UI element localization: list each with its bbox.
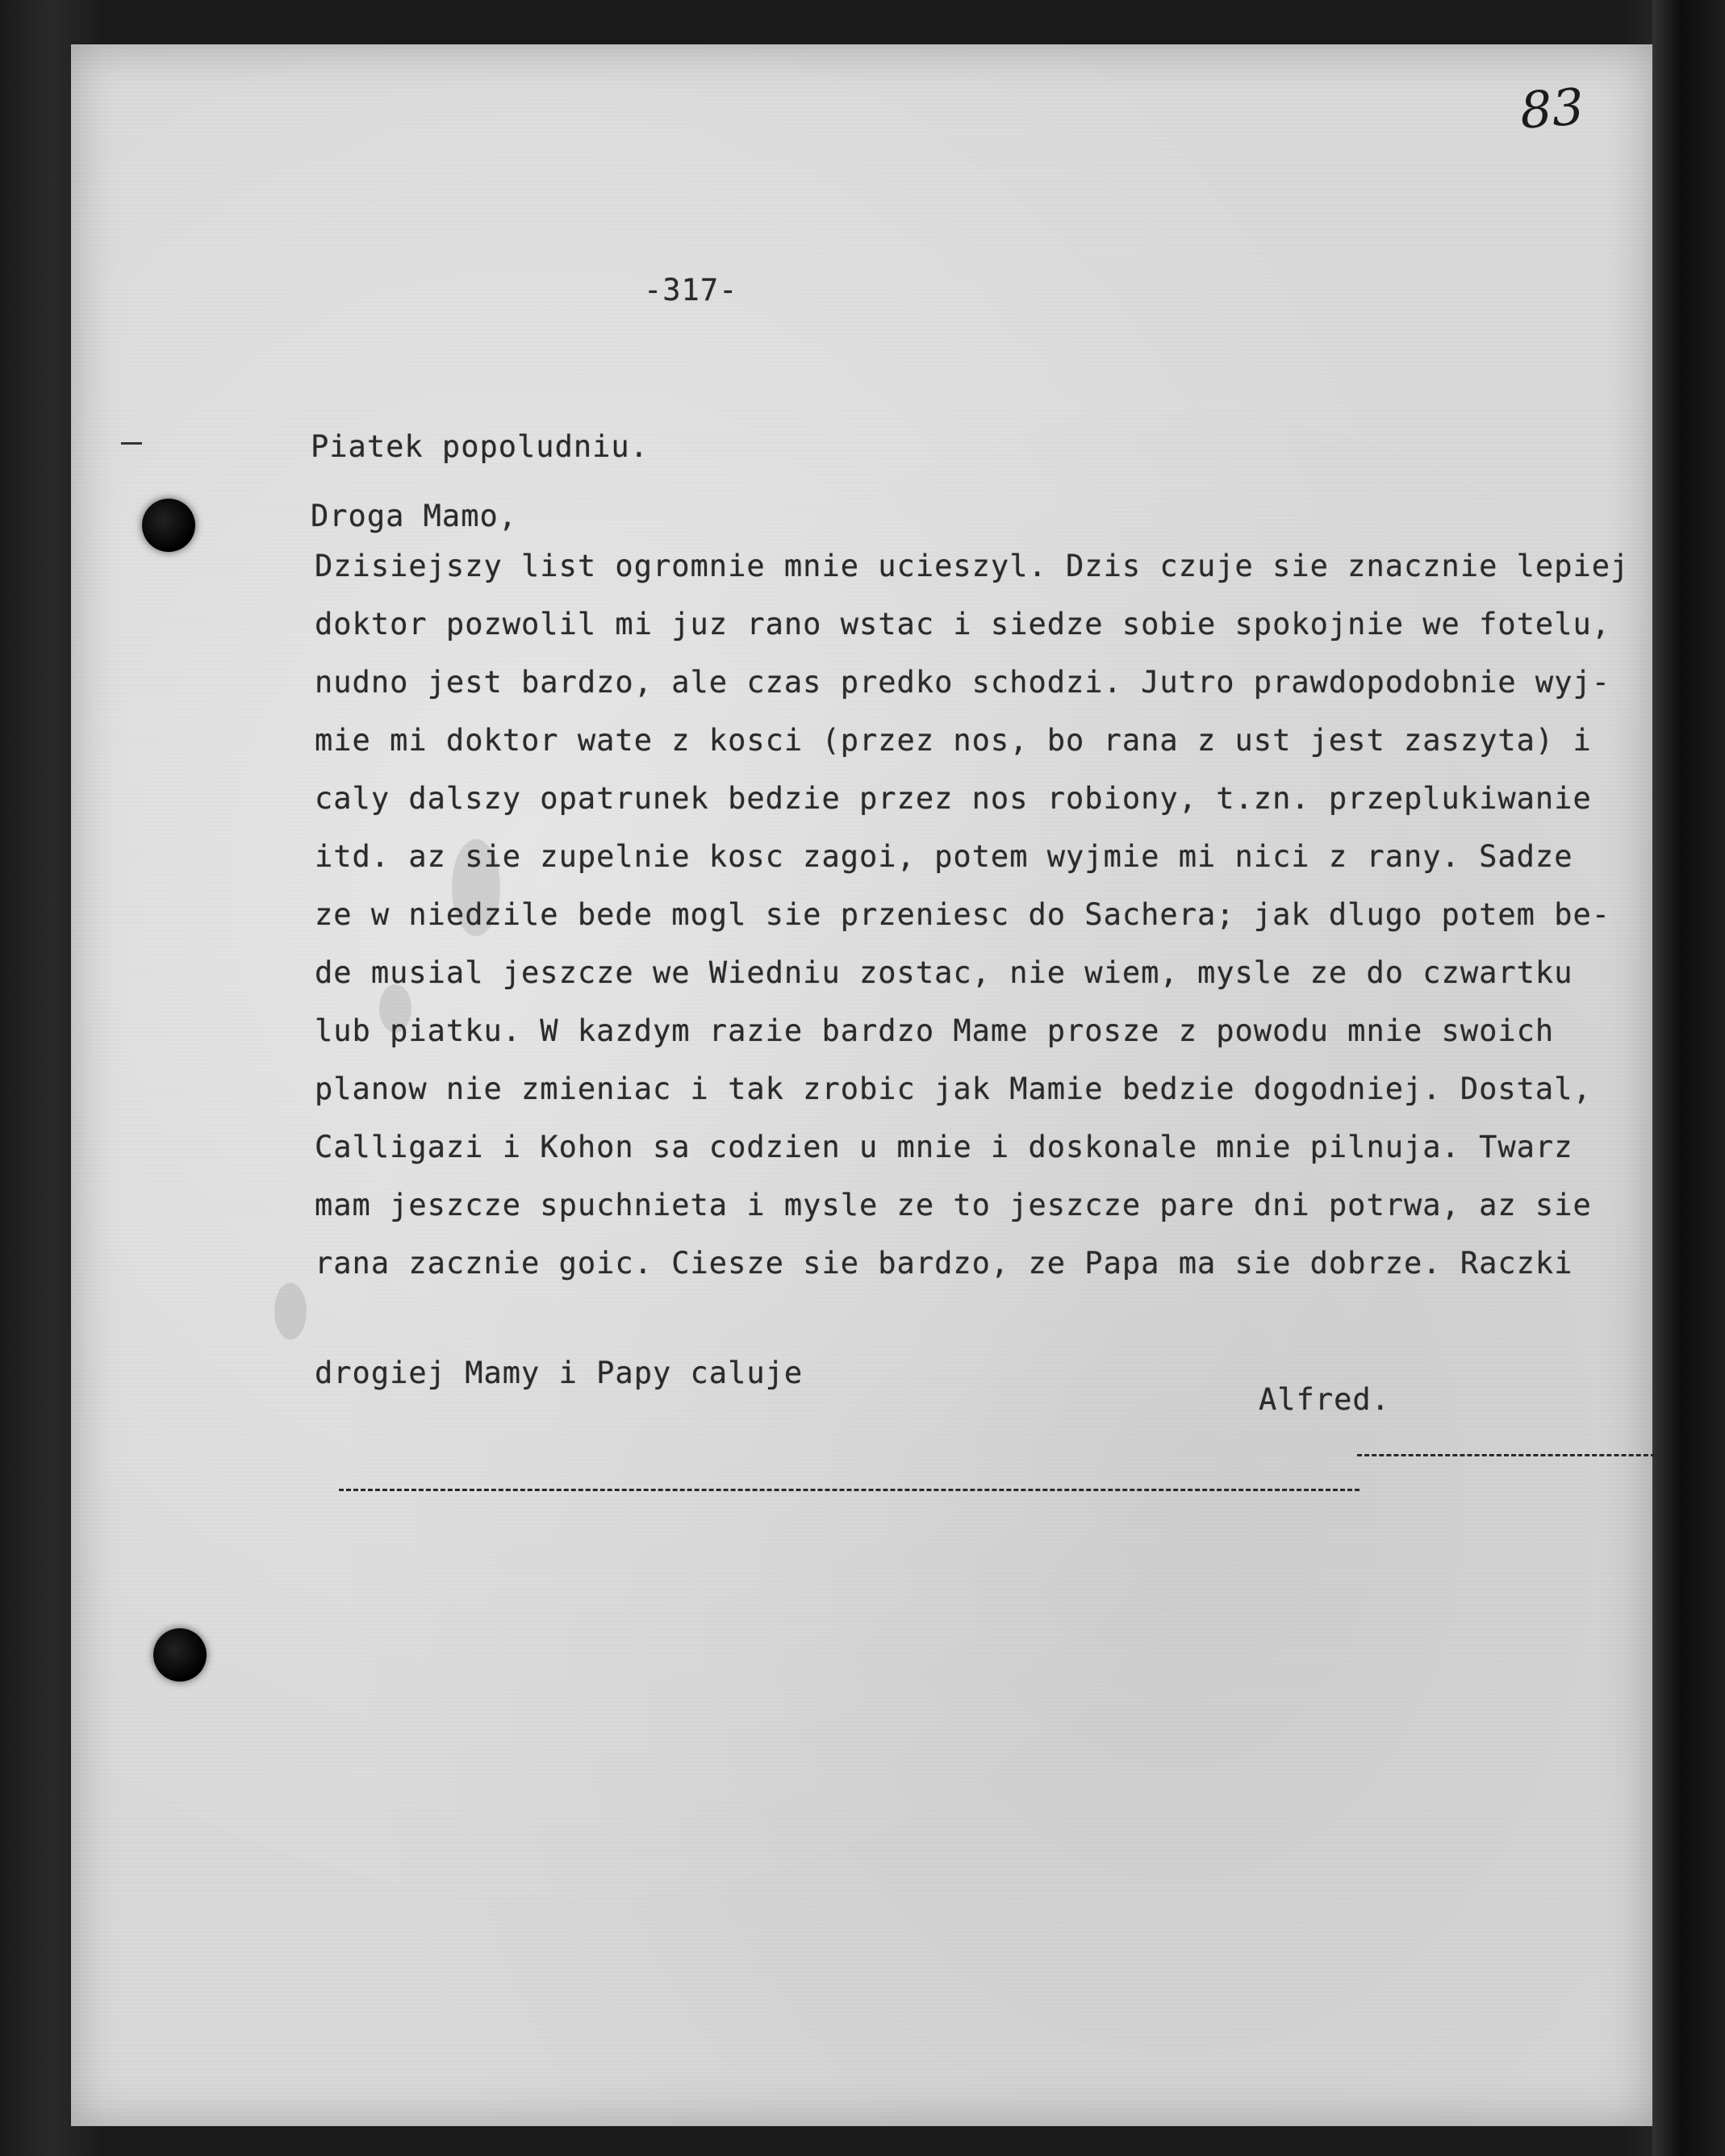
signature: Alfred. (1259, 1382, 1390, 1417)
dashed-rule (339, 1489, 1360, 1491)
date-line: Piatek popoludniu. (311, 429, 649, 464)
body-line: caly dalszy opatrunek bedzie przez nos robiony, t.zn. przeplukiwanie (315, 781, 1592, 816)
ink-smudge (274, 1283, 307, 1339)
body-line: lub piatku. W kazdym razie bardzo Mame prosze z powodu mnie swoich (315, 1013, 1555, 1048)
body-line: Dzisiejszy list ogromnie mnie ucieszyl. Dzis czuje sie znacznie lepiej (315, 549, 1630, 583)
body-line: drogiej Mamy i Papy caluje (315, 1356, 804, 1390)
body-line: ze w niedzile bede mogl sie przeniesc do Sachera; jak dlugo potem be- (315, 897, 1611, 932)
body-line: rana zacznie goic. Ciesze sie bardzo, ze Papa ma sie dobrze. Raczki (315, 1246, 1573, 1281)
dashed-rule (1357, 1454, 1656, 1456)
punch-hole-top (142, 499, 195, 552)
salutation: Droga Mamo, (311, 499, 518, 533)
body-line: planow nie zmieniac i tak zrobic jak Mamie bedzie dogodniej. Dostal, (315, 1072, 1592, 1106)
body-line: mie mi doktor wate z kosci (przez nos, bo rana z ust jest zaszyta) i (315, 723, 1592, 758)
page-number: -317- (644, 273, 738, 307)
scan-edge (1652, 0, 1725, 2156)
margin-mark (121, 442, 142, 445)
body-line: Calligazi i Kohon sa codzien u mnie i doskonale mnie pilnuja. Twarz (315, 1130, 1573, 1164)
body-line: itd. az sie zupelnie kosc zagoi, potem wyjmie mi nici z rany. Sadze (315, 839, 1573, 874)
body-line: nudno jest bardzo, ale czas predko schodzi. Jutro prawdopodobnie wyj- (315, 665, 1611, 700)
body-line: doktor pozwolil mi juz rano wstac i siedze sobie spokojnie we fotelu, (315, 607, 1611, 641)
folio-number: 83 (1518, 77, 1586, 140)
body-line: de musial jeszcze we Wiedniu zostac, nie wiem, mysle ze do czwartku (315, 955, 1573, 990)
body-line: mam jeszcze spuchnieta i mysle ze to jeszcze pare dni potrwa, az sie (315, 1188, 1592, 1222)
punch-hole-bottom (153, 1628, 207, 1682)
